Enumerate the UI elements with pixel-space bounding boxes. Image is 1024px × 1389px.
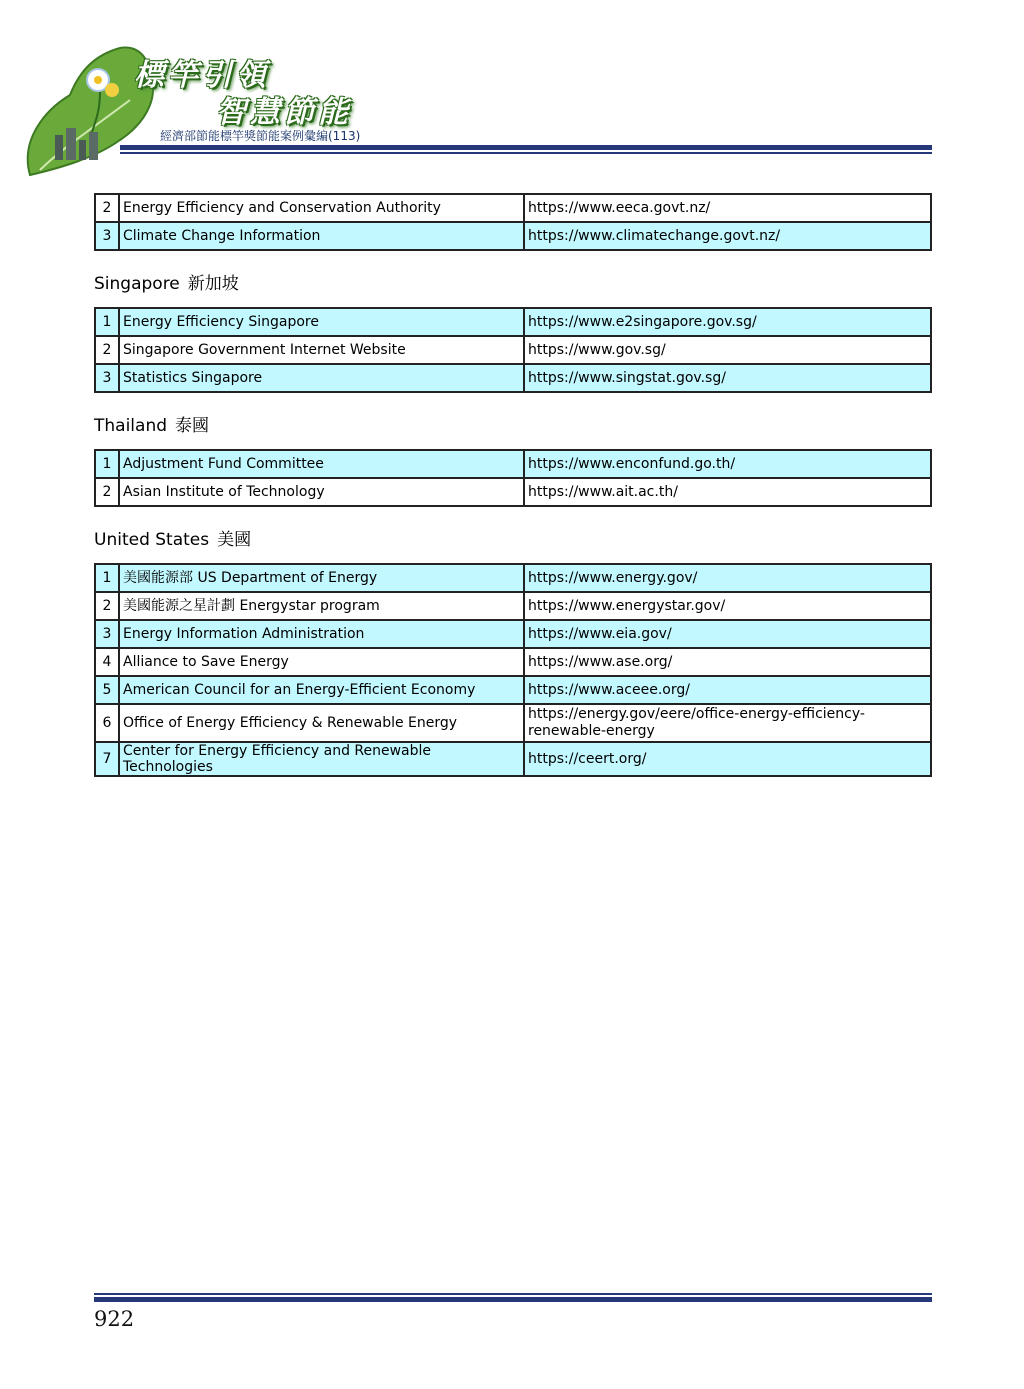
banner-title-line1: 標竿引領: [134, 58, 270, 93]
organization-url[interactable]: https://www.ase.org/: [524, 648, 931, 676]
united-states-links-table: [94, 563, 932, 777]
row-number: 2: [95, 194, 119, 222]
row-number: 3: [95, 620, 119, 648]
table-row: [95, 222, 931, 250]
banner-subtitle: 經濟部節能標竿獎節能案例彙編(113): [160, 129, 361, 143]
section-title-singapore: [94, 269, 932, 299]
section-title-en: Singapore: [94, 274, 180, 294]
organization-name: Asian Institute of Technology: [119, 478, 524, 506]
organization-url[interactable]: https://www.eia.gov/: [524, 620, 931, 648]
row-number: 5: [95, 676, 119, 704]
row-number: 1: [95, 308, 119, 336]
organization-name: 美國能源部 US Department of Energy: [119, 564, 524, 592]
organization-url[interactable]: https://www.climatechange.govt.nz/: [524, 222, 931, 250]
header-banner: [0, 0, 1024, 185]
organization-url[interactable]: https://energy.gov/eere/office-energy-efficiency-renewable-energy: [524, 704, 931, 742]
row-number: 6: [95, 704, 119, 742]
organization-url[interactable]: https://ceert.org/: [524, 742, 931, 776]
footer-rule: [94, 1293, 932, 1302]
page-content: [94, 193, 932, 777]
table-row: [95, 704, 931, 742]
table-row: [95, 336, 931, 364]
header-rule: [120, 145, 932, 154]
organization-name: Center for Energy Efficiency and Renewable Technologies: [119, 742, 524, 776]
organization-name: Energy Efficiency and Conservation Authority: [119, 194, 524, 222]
organization-url[interactable]: https://www.eeca.govt.nz/: [524, 194, 931, 222]
organization-url[interactable]: https://www.ait.ac.th/: [524, 478, 931, 506]
organization-name: Energy Efficiency Singapore: [119, 308, 524, 336]
table-row: [95, 592, 931, 620]
organization-name: Alliance to Save Energy: [119, 648, 524, 676]
section-title-zh: 泰國: [175, 416, 210, 436]
table-row: [95, 648, 931, 676]
row-number: 3: [95, 222, 119, 250]
organization-name: Singapore Government Internet Website: [119, 336, 524, 364]
page-number: 922: [94, 1307, 135, 1331]
continued-links-table: [94, 193, 932, 251]
section-title-united-states: [94, 525, 932, 555]
row-number: 1: [95, 564, 119, 592]
row-number: 3: [95, 364, 119, 392]
organization-url[interactable]: https://www.enconfund.go.th/: [524, 450, 931, 478]
table-row: [95, 308, 931, 336]
section-title-en: Thailand: [94, 416, 168, 436]
organization-url[interactable]: https://www.gov.sg/: [524, 336, 931, 364]
table-row: [95, 742, 931, 776]
thailand-links-table: [94, 449, 932, 507]
table-row: [95, 620, 931, 648]
organization-url[interactable]: https://www.singstat.gov.sg/: [524, 364, 931, 392]
row-number: 2: [95, 478, 119, 506]
organization-name: Statistics Singapore: [119, 364, 524, 392]
organization-url[interactable]: https://www.e2singapore.gov.sg/: [524, 308, 931, 336]
organization-url[interactable]: https://www.energystar.gov/: [524, 592, 931, 620]
row-number: 1: [95, 450, 119, 478]
row-number: 7: [95, 742, 119, 776]
table-row: [95, 364, 931, 392]
organization-url[interactable]: https://www.energy.gov/: [524, 564, 931, 592]
banner-title-line2: 智慧節能: [216, 95, 352, 130]
organization-name: American Council for an Energy-Efficient Economy: [119, 676, 524, 704]
singapore-links-table: [94, 307, 932, 393]
organization-name: Adjustment Fund Committee: [119, 450, 524, 478]
organization-name: 美國能源之星計劃 Energystar program: [119, 592, 524, 620]
section-title-en: United States: [94, 530, 210, 550]
section-title-zh: 美國: [217, 530, 252, 550]
organization-name: Energy Information Administration: [119, 620, 524, 648]
organization-name: Climate Change Information: [119, 222, 524, 250]
table-row: [95, 564, 931, 592]
row-number: 2: [95, 592, 119, 620]
table-row: [95, 194, 931, 222]
row-number: 2: [95, 336, 119, 364]
row-number: 4: [95, 648, 119, 676]
section-title-thailand: [94, 411, 932, 441]
section-title-zh: 新加坡: [187, 274, 239, 294]
organization-name: Office of Energy Efficiency & Renewable Energy: [119, 704, 524, 742]
table-row: [95, 450, 931, 478]
table-row: [95, 676, 931, 704]
table-row: [95, 478, 931, 506]
organization-url[interactable]: https://www.aceee.org/: [524, 676, 931, 704]
